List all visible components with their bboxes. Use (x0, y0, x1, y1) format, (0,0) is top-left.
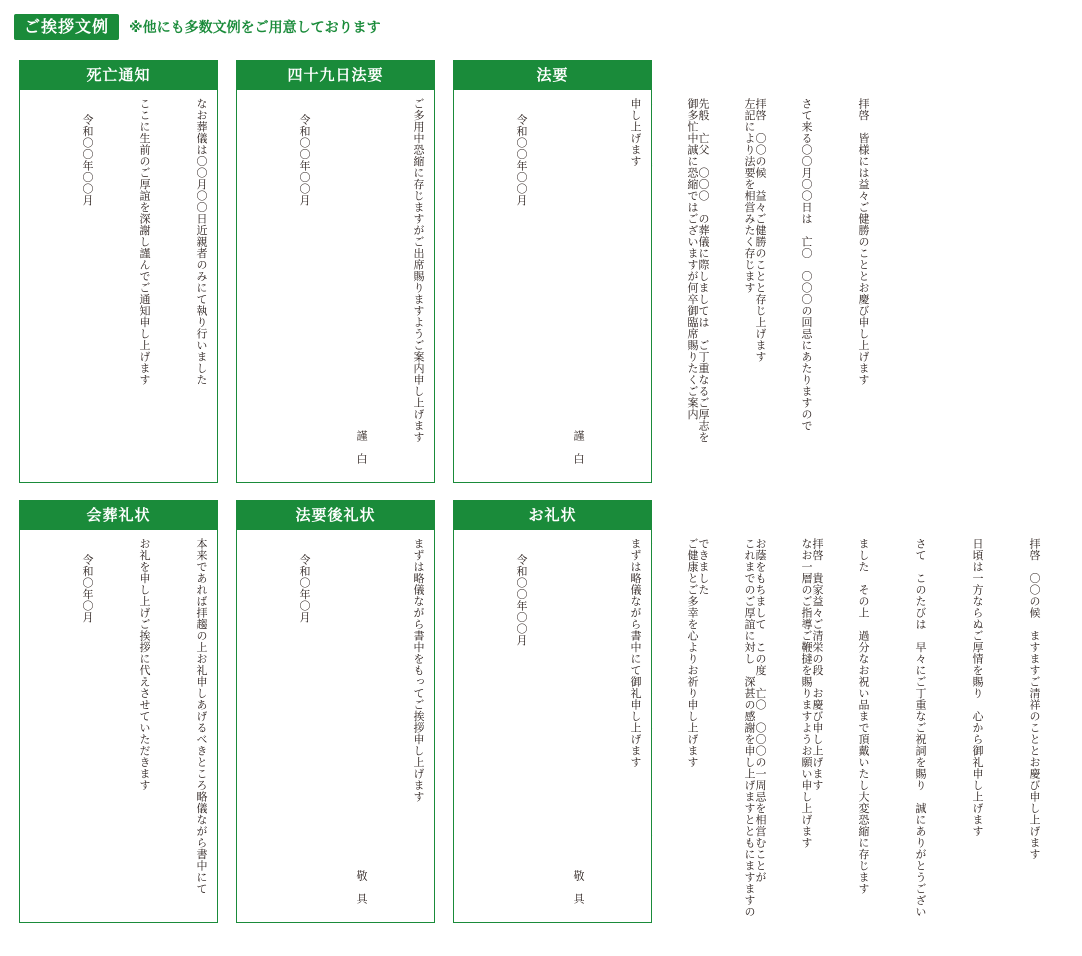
text-line: 申し上げます (629, 98, 642, 167)
date-line: 令和〇〇年〇〇月 (515, 554, 528, 646)
card-title: お礼状 (454, 501, 651, 530)
text-line: なお一層のご指導ご鞭撻を賜りますようお願い申し上げます (800, 538, 813, 849)
text-line: さて このたびは 早々にご丁重なご祝詞を賜り 誠にありがとうござい (914, 538, 927, 918)
text-line: ご健康とご多幸を心よりお祈り申し上げます (686, 538, 699, 768)
card-kaisou-reijou (19, 500, 218, 923)
closing-line: 謹 白 (572, 429, 585, 464)
date-line: 令和〇〇年〇〇月 (515, 114, 528, 206)
text-line: ました その上 過分なお祝い品まで頂戴いたし大変恐縮に存じます (857, 538, 870, 895)
text-line: 本来であれば拝趨の上お礼申しあげるべきところ略儀ながら書中にて (195, 538, 208, 895)
card-title: 会葬礼状 (20, 501, 217, 530)
card-body (20, 90, 217, 482)
date-line: 令和〇〇年〇〇月 (298, 114, 311, 206)
card-title: 四十九日法要 (237, 61, 434, 90)
text-line: まずは略儀ながら書中にて御礼申し上げます (629, 538, 642, 768)
letter-text (460, 98, 911, 472)
text-line: 拝啓 〇〇の候 ますますご清祥のこととお慶び申し上げます (1028, 538, 1041, 860)
text-line: これまでのご厚誼に対し 深甚の感謝を申し上げますとともにますますの (743, 538, 756, 918)
header-badge: ご挨拶文例 (14, 14, 119, 40)
card-title: 死亡通知 (20, 61, 217, 90)
text-line: さて来る〇〇月〇〇日は 亡〇 〇〇〇の回忌にあたりますので (800, 98, 813, 432)
card-title: 法要 (454, 61, 651, 90)
text-line: まずは略儀ながら書中をもってご挨拶申し上げます (412, 538, 425, 803)
text-line: お蔭をもちまして この度 亡〇 〇〇〇の一周忌を相営むことが (754, 538, 767, 883)
closing-line: 謹 白 (355, 429, 368, 464)
date-line: 令和〇年〇月 (81, 554, 94, 623)
text-line: できました (697, 538, 710, 596)
closing-line: 敬 具 (355, 869, 368, 904)
text-line: 先般 亡父 〇〇〇 の葬儀に際しましては ご丁重なるご厚志を (697, 98, 710, 443)
text-line: 拝啓 皆様には益々ご健勝のこととお慶び申し上げます (857, 98, 870, 386)
closing-line: 敬 具 (572, 869, 585, 904)
letter-text (460, 538, 1082, 918)
header (14, 14, 381, 40)
text-line: 左記により法要を相営みたく存じます (743, 98, 756, 294)
date-line: 令和〇〇年〇〇月 (81, 114, 94, 206)
text-line: 拝啓 〇〇の候 益々ご健勝のことと存じ上げます (754, 98, 767, 363)
text-line: 日頃は一方ならぬご厚情を賜り 心から御礼申し上げます (971, 538, 984, 837)
card-title: 法要後礼状 (237, 501, 434, 530)
text-line: ご多用中恐縮に存じますがご出席賜りますようご案内申し上げます (412, 98, 425, 443)
text-line: 御多忙中誠に恐縮ではございますが何卒御臨席賜りたくご案内 (686, 98, 699, 420)
text-line: お礼を申し上げご挨拶に代えさせていただきます (138, 538, 151, 791)
card-body (20, 530, 217, 922)
text-line: ここに生前のご厚誼を深謝し謹んでご通知申し上げます (138, 98, 151, 386)
text-line: なお葬儀は〇〇月〇〇日近親者のみにて執り行いました (195, 98, 208, 386)
header-note: ※他にも多数文例をご用意しております (129, 20, 381, 36)
card-shibou-tsuchi (19, 60, 218, 483)
date-line: 令和〇年〇月 (298, 554, 311, 623)
text-line: 拝啓 貴家益々ご清栄の段 お慶び申し上げます (811, 538, 824, 791)
